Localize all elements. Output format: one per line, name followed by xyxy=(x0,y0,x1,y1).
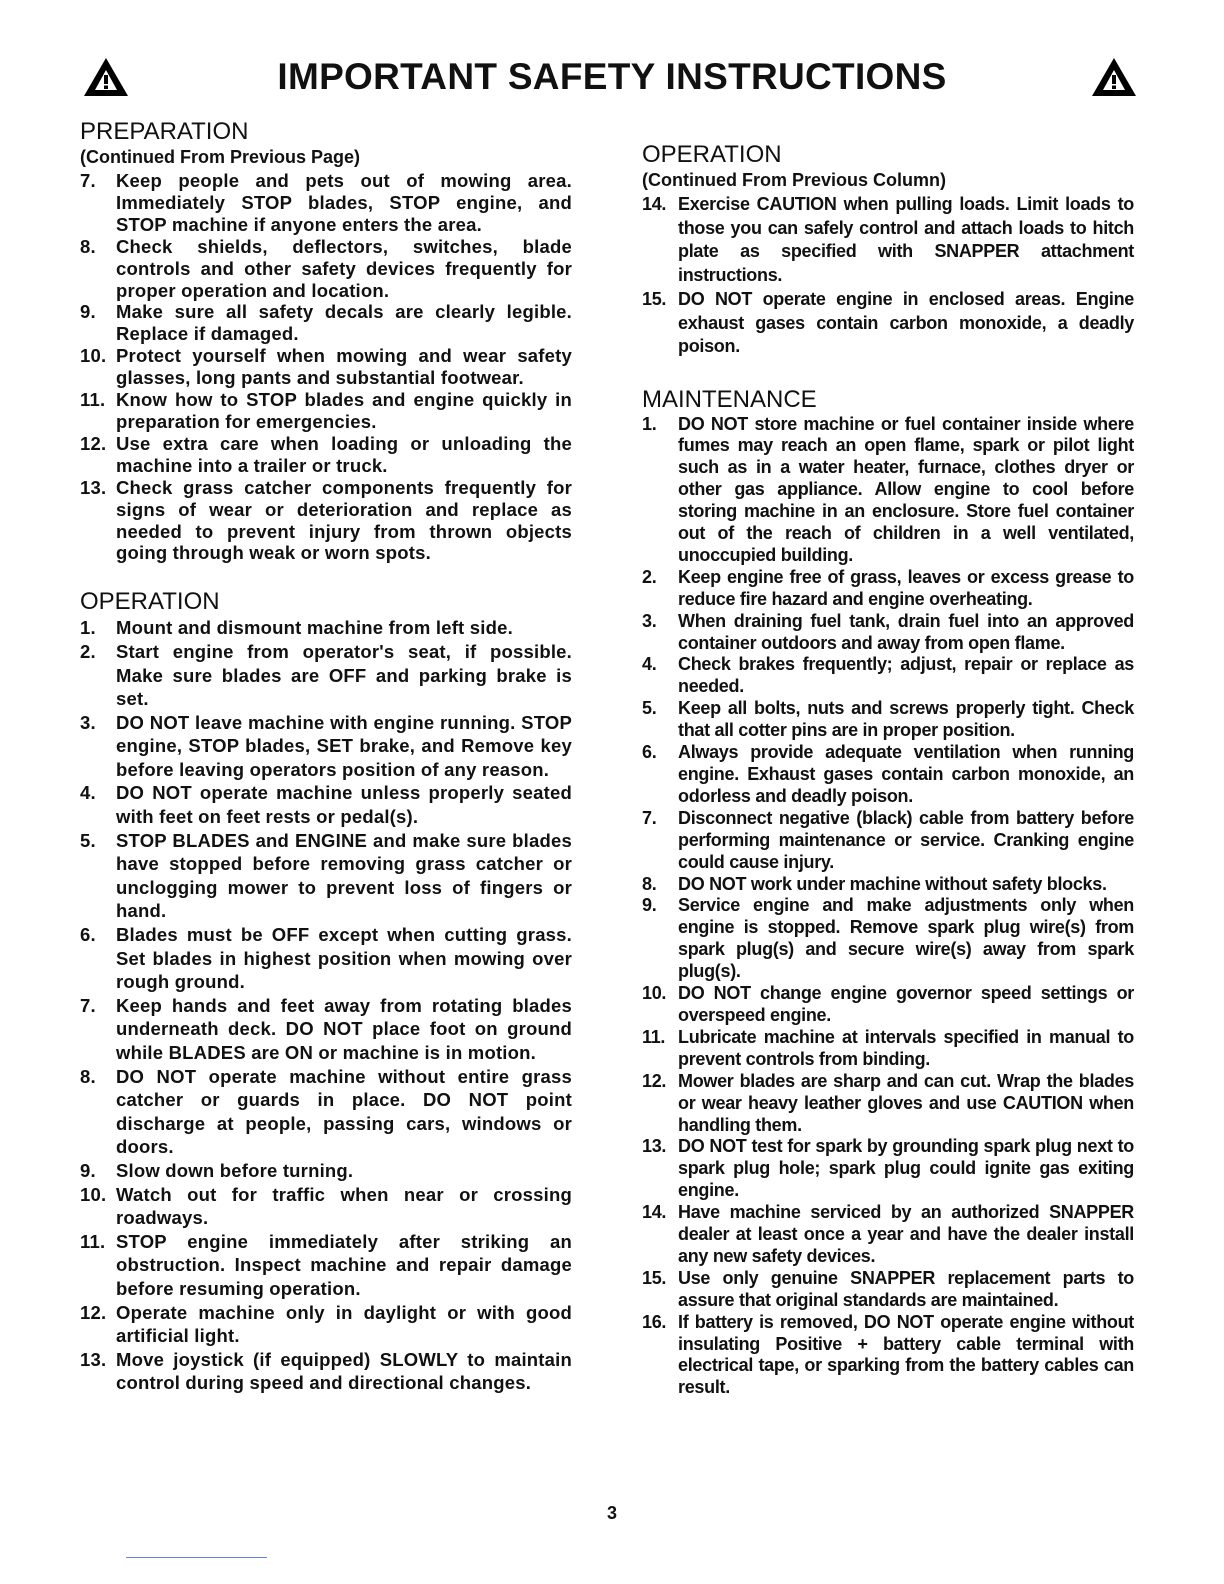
item-text: Disconnect negative (black) cable from battery before performing maintenance or service. Cranking engine could cause injury. xyxy=(678,807,1134,872)
list-item xyxy=(80,236,572,302)
item-text: DO NOT work under machine without safety blocks. xyxy=(678,873,1107,894)
item-text: Keep engine free of grass, leaves or excess grease to reduce fire hazard and engine overheating. xyxy=(678,566,1134,609)
item-number: 5. xyxy=(80,829,96,851)
item-text: Exercise CAUTION when pulling loads. Limit loads to those you can safely control and attach loads to hitch plate as specified with SNAPPER attachment instructions. xyxy=(678,194,1134,285)
continued-note: (Continued From Previous Page) xyxy=(80,147,361,167)
item-number: 12. xyxy=(642,1070,667,1091)
item-text: Mower blades are sharp and can cut. Wrap the blades or wear heavy leather gloves and use CAUTION when handling them. xyxy=(678,1070,1134,1135)
item-text: Mount and dismount machine from left side. xyxy=(116,617,513,639)
item-number: 11. xyxy=(80,389,106,411)
item-number: 10. xyxy=(642,983,667,1004)
item-text: Protect yourself when mowing and wear safety glasses, long pants and substantial footwear. xyxy=(116,345,572,389)
item-number: 15. xyxy=(642,289,667,309)
list-item xyxy=(80,923,572,994)
item-number: 9. xyxy=(80,1159,96,1181)
list-item xyxy=(80,781,572,828)
list-item xyxy=(80,477,572,565)
item-number: 5. xyxy=(642,698,657,719)
item-text: If battery is removed, DO NOT operate engine without insulating Positive + battery cable terminal with electrical tape, or sparking from the battery cables can result. xyxy=(678,1311,1134,1398)
item-number: 7. xyxy=(80,170,96,191)
page-title: IMPORTANT SAFETY INSTRUCTIONS xyxy=(277,56,947,97)
list-item xyxy=(642,983,1134,1027)
list-item xyxy=(642,1071,1134,1137)
list-item xyxy=(80,345,572,389)
item-number: 2. xyxy=(80,640,96,662)
item-number: 13. xyxy=(80,476,107,498)
item-number: 10. xyxy=(80,345,107,367)
section-title-operation-continued: OPERATION xyxy=(642,141,782,168)
list-item xyxy=(80,301,572,345)
list-item xyxy=(642,654,1134,698)
item-number: 8. xyxy=(80,235,96,257)
list-item xyxy=(642,567,1134,611)
item-number: 8. xyxy=(642,873,657,894)
item-number: 16. xyxy=(642,1311,667,1332)
list-item xyxy=(642,1136,1134,1202)
list-item xyxy=(80,711,572,782)
item-text: DO NOT operate engine in enclosed areas. Engine exhaust gases contain carbon monoxide, a deadly poison. xyxy=(678,289,1134,356)
list-item xyxy=(80,1159,572,1183)
item-number: 7. xyxy=(80,994,96,1016)
section-title-maintenance: MAINTENANCE xyxy=(642,385,817,413)
item-text: Blades must be OFF except when cutting grass. Set blades in highest position when mowing over rough ground. xyxy=(116,924,572,993)
preparation-list xyxy=(80,170,572,564)
item-number: 9. xyxy=(642,895,657,916)
item-number: 10. xyxy=(80,1183,107,1205)
list-item xyxy=(80,1301,572,1348)
item-text: Have machine serviced by an authorized SNAPPER dealer at least once a year and have the dealer install any new safety devices. xyxy=(678,1202,1134,1266)
list-item xyxy=(642,611,1134,655)
item-number: 1. xyxy=(80,617,96,639)
item-text: When draining fuel tank, drain fuel into an approved container outdoors and away from open flame. xyxy=(678,610,1134,653)
list-item xyxy=(80,433,572,477)
footer-rule xyxy=(126,1557,267,1558)
list-item xyxy=(642,1027,1134,1071)
item-number: 14. xyxy=(642,194,667,214)
list-item xyxy=(80,389,572,433)
item-text: Slow down before turning. xyxy=(116,1159,354,1181)
item-number: 14. xyxy=(642,1202,667,1223)
list-item xyxy=(642,874,1134,896)
item-text: Use only genuine SNAPPER replacement parts to assure that original standards are maintained. xyxy=(678,1267,1134,1310)
item-text: Always provide adequate ventilation when running engine. Exhaust gases contain carbon monoxide, an odorless and deadly poison. xyxy=(678,742,1134,806)
list-item xyxy=(642,742,1134,808)
item-number: 4. xyxy=(642,654,657,675)
item-number: 2. xyxy=(642,566,657,587)
item-number: 15. xyxy=(642,1267,667,1288)
list-item xyxy=(80,170,572,236)
list-item xyxy=(80,1348,572,1395)
continued-note: (Continued From Previous Column) xyxy=(642,170,946,190)
list-item xyxy=(642,288,1134,359)
operation-list xyxy=(80,616,572,1395)
item-text: STOP BLADES and ENGINE and make sure blades have stopped before removing grass catcher or unclogging mower to prevent loss of fingers or hand. xyxy=(116,829,572,922)
item-text: Keep people and pets out of mowing area. Immediately STOP blades, STOP engine, and STOP machine if anyone enters the area. xyxy=(116,170,572,235)
operation-continued-list xyxy=(642,193,1134,359)
section-title-operation: OPERATION xyxy=(80,588,220,616)
list-item xyxy=(642,1312,1134,1400)
item-number: 3. xyxy=(642,610,657,631)
item-number: 13. xyxy=(80,1348,107,1370)
item-text: DO NOT operate machine without entire grass catcher or guards in place. DO NOT point discharge at people, passing cars, windows or doors. xyxy=(116,1065,572,1158)
item-text: DO NOT test for spark by grounding spark plug next to spark plug hole; spark plug could ignite gas exiting engine. xyxy=(678,1136,1134,1201)
item-text: Watch out for traffic when near or crossing roadways. xyxy=(116,1183,572,1229)
item-text: Know how to STOP blades and engine quickly in preparation for emergencies. xyxy=(116,389,572,432)
item-text: Lubricate machine at intervals specified in manual to prevent controls from binding. xyxy=(678,1026,1134,1069)
item-text: Make sure all safety decals are clearly legible. Replace if damaged. xyxy=(116,301,572,345)
item-text: DO NOT store machine or fuel container inside where fumes may reach an open flame, spark or pilot light such as in a water heater, furnace, clothes dryer or other gas appliance. Allow engine to cool before storing machine in an enclosure. Store fuel container out of the reach of children in a well ventilated, unoccupied building. xyxy=(678,413,1134,565)
item-text: Service engine and make adjustments only when engine is stopped. Remove spark plug wire(s) from spark plug(s) and secure wire(s) away from spark plug(s). xyxy=(678,895,1134,982)
item-number: 11. xyxy=(642,1026,666,1047)
right-column xyxy=(642,141,1134,1399)
page-header xyxy=(0,52,1224,104)
item-number: 6. xyxy=(80,924,96,946)
item-text: Operate machine only in daylight or with good artificial light. xyxy=(116,1301,572,1347)
list-item xyxy=(642,1202,1134,1268)
list-item xyxy=(642,1268,1134,1312)
list-item xyxy=(80,829,572,923)
item-number: 4. xyxy=(80,782,96,804)
item-number: 7. xyxy=(642,807,657,828)
list-item xyxy=(642,414,1134,567)
list-item xyxy=(642,698,1134,742)
list-item xyxy=(642,193,1134,287)
item-text: Move joystick (if equipped) SLOWLY to maintain control during speed and directional changes. xyxy=(116,1348,572,1394)
item-text: DO NOT operate machine unless properly seated with feet on feet rests or pedal(s). xyxy=(116,782,572,828)
list-item xyxy=(80,994,572,1065)
left-column xyxy=(80,118,572,1395)
item-text: Keep all bolts, nuts and screws properly tight. Check that all cotter pins are in proper position. xyxy=(678,698,1134,741)
item-text: Use extra care when loading or unloading the machine into a trailer or truck. xyxy=(116,432,572,476)
item-number: 1. xyxy=(642,413,657,434)
item-number: 8. xyxy=(80,1065,96,1087)
list-item xyxy=(642,808,1134,874)
list-item xyxy=(80,640,572,711)
list-item xyxy=(642,895,1134,983)
maintenance-list xyxy=(642,414,1134,1400)
list-item xyxy=(80,616,572,640)
item-number: 9. xyxy=(80,301,96,323)
section-title-preparation: PREPARATION xyxy=(80,118,249,145)
item-text: Check grass catcher components frequently for signs of wear or deterioration and replace as needed to prevent injury from thrown objects going through weak or worn spots. xyxy=(116,476,572,564)
item-number: 12. xyxy=(80,1301,107,1323)
item-text: Check brakes frequently; adjust, repair or replace as needed. xyxy=(678,654,1134,697)
item-number: 3. xyxy=(80,711,96,733)
item-text: Keep hands and feet away from rotating blades underneath deck. DO NOT place foot on ground while BLADES are ON or machine is in motion. xyxy=(116,994,572,1063)
item-number: 11. xyxy=(80,1230,106,1252)
page-number: 3 xyxy=(606,1503,617,1523)
item-number: 13. xyxy=(642,1136,667,1157)
item-number: 12. xyxy=(80,432,107,454)
warning-triangle-icon xyxy=(1090,56,1138,98)
list-item xyxy=(80,1230,572,1301)
item-text: Check shields, deflectors, switches, blade controls and other safety devices frequently for proper operation and location. xyxy=(116,235,572,301)
item-text: STOP engine immediately after striking an obstruction. Inspect machine and repair damage before resuming operation. xyxy=(116,1230,572,1299)
list-item xyxy=(80,1065,572,1159)
item-number: 6. xyxy=(642,742,657,763)
item-text: DO NOT leave machine with engine running. STOP engine, STOP blades, SET brake, and Remove key before leaving operators position of any reason. xyxy=(116,711,572,780)
item-text: Start engine from operator's seat, if possible. Make sure blades are OFF and parking brake is set. xyxy=(116,640,572,710)
list-item xyxy=(80,1183,572,1230)
item-text: DO NOT change engine governor speed settings or overspeed engine. xyxy=(678,983,1134,1025)
